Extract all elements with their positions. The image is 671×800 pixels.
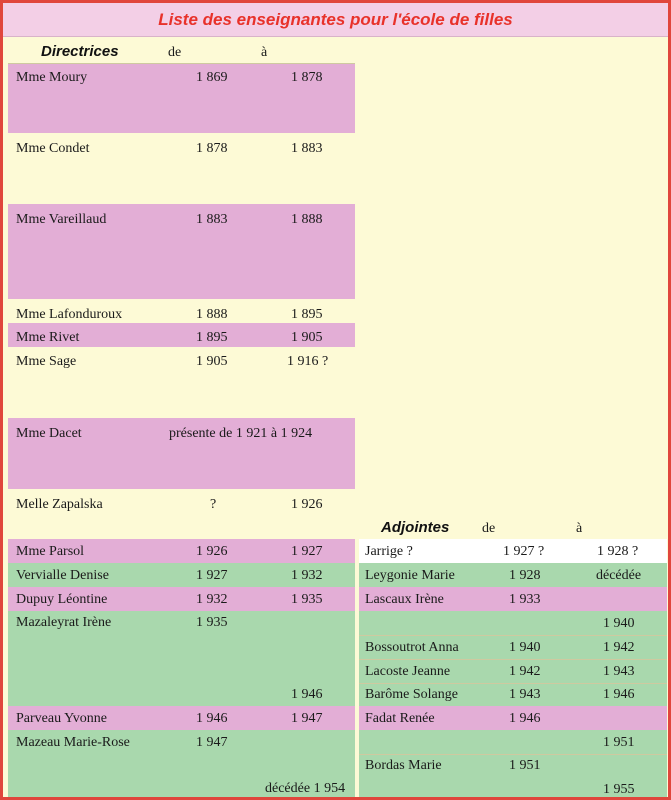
adjointe-from: 1 942 (509, 664, 541, 679)
directrice-name: Mme Rivet (16, 330, 80, 345)
directrice-to: 1 895 (291, 307, 323, 322)
adjointe-name: Lascaux Irène (365, 592, 444, 607)
title-bar (3, 3, 668, 37)
directrice-to: 1 888 (291, 212, 323, 227)
adjointe-name: Bordas Marie (365, 758, 442, 773)
directrice-to: 1 905 (291, 330, 323, 345)
directrice-from: 1 878 (196, 141, 228, 156)
directrice-name: Parveau Yvonne (16, 711, 107, 726)
directrice-name: Mme Moury (16, 70, 88, 85)
directrice-name: Mme Parsol (16, 544, 85, 559)
directrice-to: 1 878 (291, 70, 323, 85)
directrice-name: Mme Condet (16, 141, 90, 156)
adjointe-name: Jarrige ? (365, 544, 413, 559)
directrice-to: 1 932 (291, 568, 323, 583)
adjointe-name: Barôme Solange (365, 687, 458, 702)
adjointes-col-from: de (482, 521, 496, 536)
directrice-name: Mazaleyrat Irène (16, 615, 112, 630)
page-title: Liste des enseignantes pour l'école de filles (158, 10, 513, 29)
directrice-to: 1 947 (291, 711, 323, 726)
directrice-to: décédée 1 954 (265, 781, 346, 796)
directrice-from: 1 947 (196, 735, 228, 750)
directrice-from: 1 946 (196, 711, 228, 726)
directrice-name: Melle Zapalska (16, 497, 103, 512)
directrice-name: Mme Sage (16, 354, 77, 369)
directrice-from: 1 869 (196, 70, 228, 85)
adjointe-from: 1 943 (509, 687, 541, 702)
adjointe-to: 1 943 (603, 664, 635, 679)
directrice-from: 1 926 (196, 544, 228, 559)
adjointe-to: 1 955 (603, 782, 635, 797)
adjointe-to: 1 940 (603, 616, 635, 631)
adjointe-name: Lacoste Jeanne (365, 664, 451, 679)
adjointe-from: 1 946 (509, 711, 541, 726)
directrice-to: 1 883 (291, 141, 323, 156)
directrice-from: 1 927 (196, 568, 228, 583)
directrices-header: Directrices (41, 43, 119, 60)
directrice-name: Mme Vareillaud (16, 212, 107, 227)
directrice-from: 1 905 (196, 354, 228, 369)
directrice-to: 1 926 (291, 497, 323, 512)
directrice-to: 1 946 (291, 687, 323, 702)
adjointe-from: 1 928 (509, 568, 541, 583)
adjointe-from: 1 940 (509, 640, 541, 655)
directrice-note: présente de 1 921 à 1 924 (169, 426, 313, 441)
adjointe-from: 1 927 ? (503, 544, 545, 559)
adjointe-to: 1 946 (603, 687, 635, 702)
adjointe-name: Fadat Renée (365, 711, 435, 726)
directrice-from: 1 935 (196, 615, 228, 630)
adjointe-to: 1 942 (603, 640, 635, 655)
directrice-from: 1 932 (196, 592, 228, 607)
directrice-to: 1 935 (291, 592, 323, 607)
adjointe-from: 1 951 (509, 758, 541, 773)
adjointe-name: Leygonie Marie (365, 568, 455, 583)
directrice-to: 1 927 (291, 544, 323, 559)
directrice-from: 1 895 (196, 330, 228, 345)
directrice-from: 1 883 (196, 212, 228, 227)
directrices-col-from: de (168, 45, 182, 60)
directrice-name: Vervialle Denise (16, 568, 109, 583)
adjointe-to: décédée (596, 568, 642, 583)
directrice-to: 1 916 ? (287, 354, 329, 369)
adjointe-from: 1 933 (509, 592, 541, 607)
adjointes-col-to: à (576, 521, 583, 536)
directrice-from: ? (210, 497, 217, 512)
directrice-name: Mme Lafonduroux (16, 307, 123, 322)
directrice-name: Mazeau Marie-Rose (16, 735, 130, 750)
adjointe-to: 1 928 ? (597, 544, 639, 559)
directrice-name: Dupuy Léontine (16, 592, 108, 607)
adjointes-header: Adjointes (381, 519, 450, 536)
directrice-from: 1 888 (196, 307, 228, 322)
adjointe-to: 1 951 (603, 735, 635, 750)
directrices-col-to: à (261, 45, 268, 60)
adjointe-name: Bossoutrot Anna (365, 640, 459, 655)
directrice-name: Mme Dacet (16, 426, 82, 441)
